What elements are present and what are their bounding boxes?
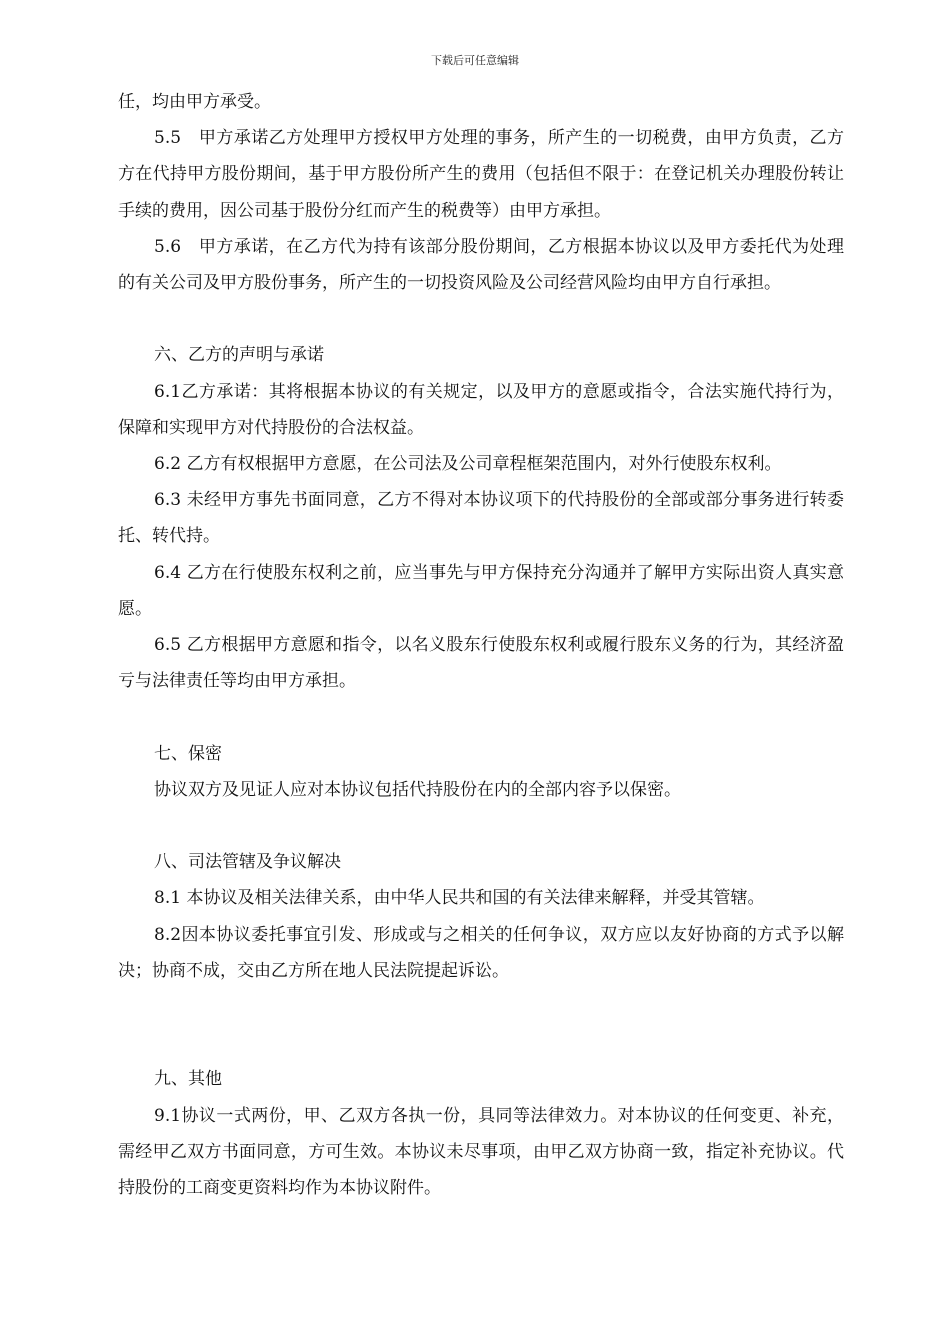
paragraph-continuation: 任，均由甲方承受。 xyxy=(118,92,271,112)
clause-8-2: 8.2因本协议委托事宜引发、形成或与之相关的任何争议，双方应以友好协商的方式予以解决；协商不成，交由乙方所在地人民法院提起诉讼。 xyxy=(118,924,844,981)
spacer xyxy=(118,808,844,844)
clause-6-3: 6.3 未经甲方事先书面同意，乙方不得对本协议项下的代持股份的全部或部分事务进行转委托、转代持。 xyxy=(118,490,844,547)
clause-8-1: 8.1 本协议及相关法律关系，由中华人民共和国的有关法律来解释，并受其管辖。 xyxy=(154,888,765,909)
section-heading-7: 七、保密 xyxy=(154,743,222,764)
clause-9-1: 9.1协议一式两份，甲、乙双方各执一份，具同等法律效力。对本协议的任何变更、补充，需经甲乙双方书面同意，方可生效。本协议未尽事项，由甲乙双方协商一致，指定补充协议。代持股份的工商变更资料均作为本协议附件。 xyxy=(118,1105,844,1199)
page-header: 下载后可任意编辑 xyxy=(431,54,519,67)
clause-6-2: 6.2 乙方有权根据甲方意愿，在公司法及公司章程框架范围内，对外行使股东权利。 xyxy=(154,454,782,475)
clause-6-4: 6.4 乙方在行使股东权利之前，应当事先与甲方保持充分沟通并了解甲方实际出资人真实意愿。 xyxy=(118,562,844,619)
clause-6-1: 6.1乙方承诺：其将根据本协议的有关规定，以及甲方的意愿或指令，合法实施代持行为，保障和实现甲方对代持股份的合法权益。 xyxy=(118,381,844,438)
section-heading-8: 八、司法管辖及争议解决 xyxy=(154,852,341,873)
spacer xyxy=(118,301,844,337)
clause-5-6: 5.6 甲方承诺，在乙方代为持有该部分股份期间，乙方根据本协议以及甲方委托代为处理的有关公司及甲方股份事务，所产生的一切投资风险及公司经营风险均由甲方自行承担。 xyxy=(118,236,844,294)
section-heading-6: 六、乙方的声明与承诺 xyxy=(154,345,324,366)
clause-7: 协议双方及见证人应对本协议包括代持股份在内的全部内容予以保密。 xyxy=(154,779,681,800)
spacer xyxy=(118,699,844,735)
section-heading-9: 九、其他 xyxy=(154,1069,222,1090)
spacer xyxy=(118,989,844,1061)
clause-5-5: 5.5 甲方承诺乙方处理甲方授权甲方处理的事务，所产生的一切税费，由甲方负责，乙方方在代持甲方股份期间，基于甲方股份所产生的费用（包括但不限于：在登记机关办理股份转让手续的费用，因公司基于股份分红而产生的税费等）由甲方承担。 xyxy=(118,128,844,221)
clause-6-5: 6.5 乙方根据甲方意愿和指令，以名义股东行使股东权利或履行股东义务的行为，其经济盈亏与法律责任等均由甲方承担。 xyxy=(118,635,844,692)
document-body xyxy=(118,84,844,1206)
